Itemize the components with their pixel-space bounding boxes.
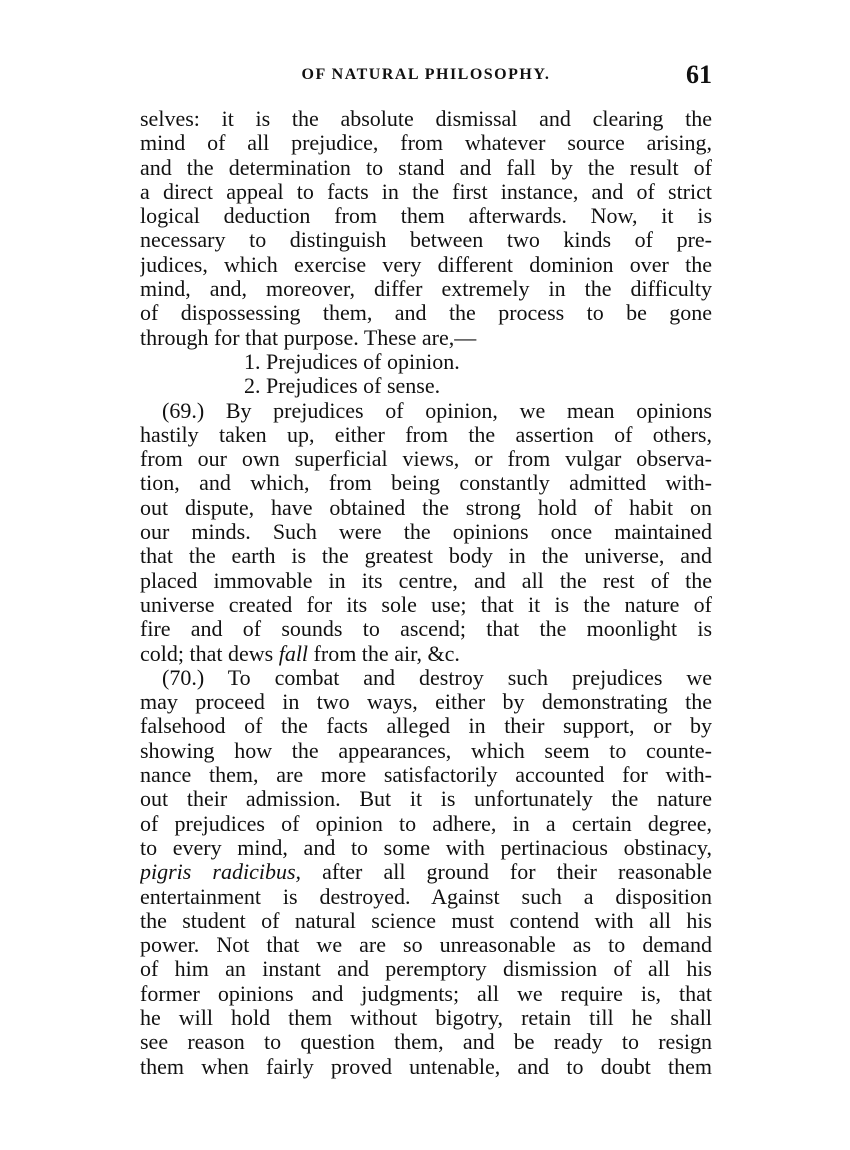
text-line: may proceed in two ways, either by demonstrating the [140,690,712,715]
list-item: 2. Prejudices of sense. [244,374,441,399]
text-line [140,642,712,666]
text-span: after all ground for their reasonable [322,860,712,885]
text-line: our minds. Such were the opinions once maintained [140,520,712,545]
latin-phrase: pigris radicibus, [140,860,302,885]
text-line: that the earth is the greatest body in the universe, and [140,544,712,569]
running-head [140,60,712,90]
text-line: of prejudices of opinion to adhere, in a certain degree, [140,811,712,836]
text-line: judices, which exercise very different dominion over the [140,252,712,277]
text-line: tion, and which, from being constantly admitted with- [140,471,712,496]
text-line: showing how the appearances, which seem to counte- [140,738,712,763]
paragraph-70-start: (70.) To combat and destroy such prejudices we [162,665,712,690]
text-line: power. Not that we are so unreasonable as to demand [140,933,712,958]
italic-word: fall [278,641,309,666]
text-line: logical deduction from them afterwards. Now, it is [140,204,712,229]
text-line: selves: it is the absolute dismissal and clearing the [140,107,712,131]
text-line: a direct appeal to facts in the first instance, and of strict [140,179,712,204]
text-line: placed immovable in its centre, and all the rest of the [140,568,712,593]
text-line: to every mind, and to some with pertinacious obstinacy, [140,835,712,860]
text-line: out their admission. But it is unfortunately the nature [140,787,712,812]
text-line: universe created for its sole use; that it is the nature of [140,592,712,617]
text-line: falsehood of the facts alleged in their support, or by [140,714,712,739]
text-line: of him an instant and peremptory dismission of all his [140,957,712,982]
paragraph-69-start: (69.) By prejudices of opinion, we mean opinions [162,398,712,423]
page-number: 61 [686,60,712,89]
text-line: fire and of sounds to ascend; that the moonlight is [140,617,712,642]
text-line [140,860,712,884]
text-line: them when fairly proved untenable, and to doubt them [140,1054,712,1079]
text-line: through for that purpose. These are,— [140,325,477,350]
text-line: entertainment is destroyed. Against such a disposition [140,884,712,909]
text-span: cold; that dews [140,641,274,666]
text-line: out dispute, have obtained the strong hold of habit on [140,495,712,520]
list-item: 1. Prejudices of opinion. [244,349,460,374]
text-span: from the air, &c. [313,641,460,666]
text-line: and the determination to stand and fall by the result of [140,155,712,180]
body-text [140,107,712,1079]
text-line: of dispossessing them, and the process to be gone [140,301,712,326]
text-line: necessary to distinguish between two kinds of pre- [140,228,712,253]
text-line: hastily taken up, either from the assertion of others, [140,422,712,447]
text-line: see reason to question them, and be ready to resign [140,1030,712,1055]
text-line: nance them, are more satisfactorily accounted for with- [140,763,712,788]
text-line: former opinions and judgments; all we require is, that [140,981,712,1006]
text-line: mind of all prejudice, from whatever source arising, [140,131,712,156]
text-line: he will hold them without bigotry, retain till he shall [140,1005,712,1030]
text-line: mind, and, moreover, differ extremely in the difficulty [140,277,712,302]
text-line: the student of natural science must contend with all his [140,908,712,933]
running-title: OF NATURAL PHILOSOPHY. [301,66,551,83]
text-line: from our own superficial views, or from vulgar observa- [140,447,712,472]
